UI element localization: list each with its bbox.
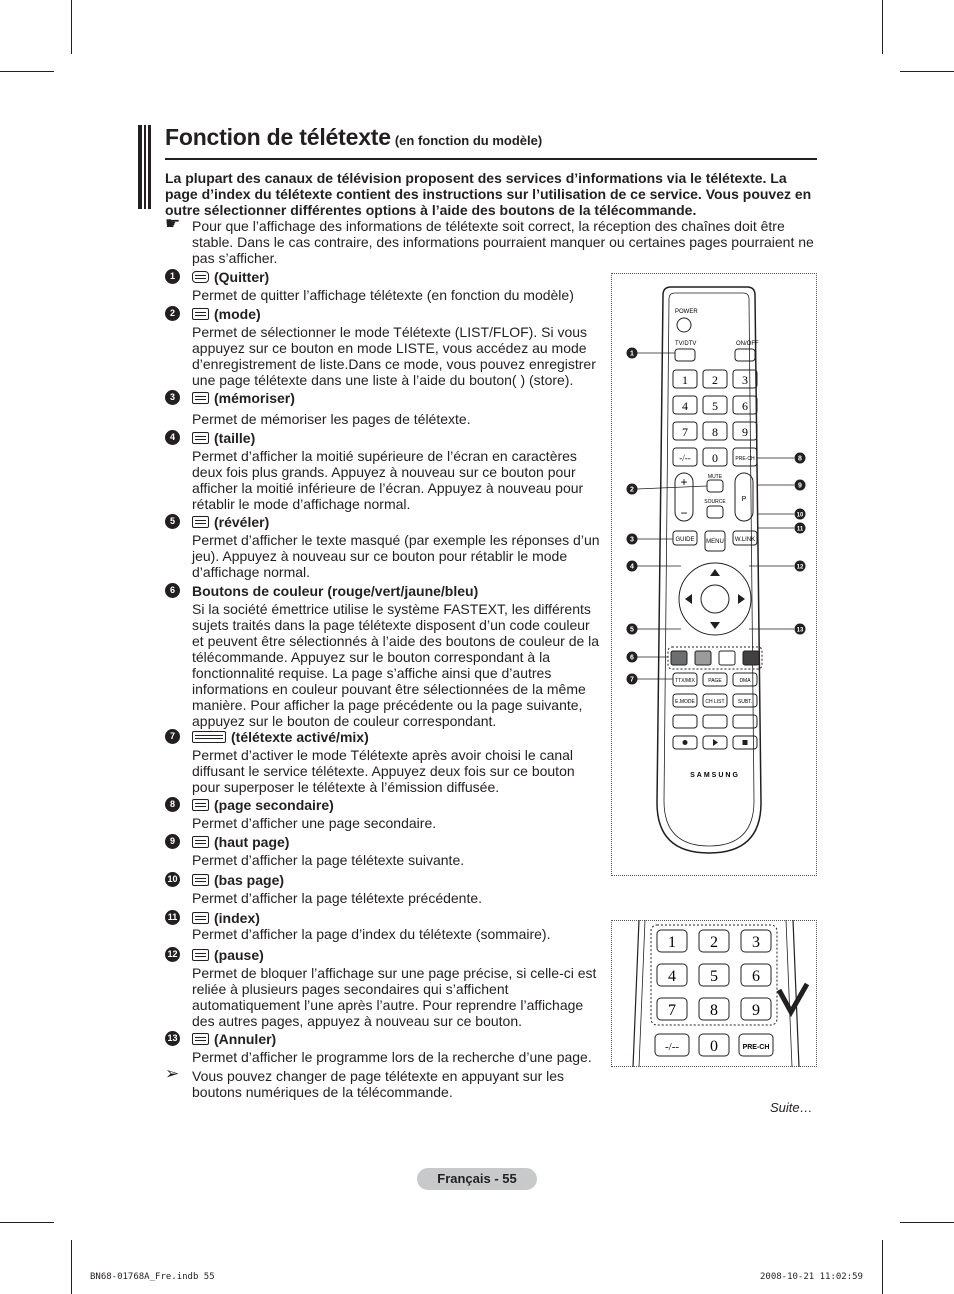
item-label: (mémoriser): [214, 389, 295, 406]
ttx-mix-key: TTX/MIX: [675, 678, 695, 684]
page-down-icon: [192, 874, 209, 886]
item-desc: Permet d’afficher le programme lors de la recherche d’une page.: [192, 1049, 592, 1065]
digit-key: 5: [712, 399, 718, 413]
item-label: (révéler): [214, 513, 270, 530]
item-desc: Si la société émettrice utilise le système FASTEXT, les différents sujets traités dans la page télétexte disposent d’un code couleur et peuvent être sélectionnés à l’aide des boutons de couleur de la télécommande. Appuyez sur le bouton correspondant à la fonctionnalité requise. La page s’affiche ainsi que d’autres informations en couleur pouvant être sélectionnées de la même manière. Pour afficher la page précédente ou la page suivante, appuyez sur le bouton de couleur correspondant.: [192, 601, 600, 729]
digit-key: 2: [712, 373, 718, 387]
crop-mark: [882, 1240, 883, 1294]
section-bar: [144, 125, 146, 209]
samsung-logo: SAMSUNG: [690, 772, 740, 779]
ch-list-key: CH LIST: [705, 699, 725, 705]
digit-key: 6: [742, 399, 748, 413]
remote-body: [657, 287, 761, 853]
digit-key: 2: [710, 934, 718, 951]
title-subtitle: (en fonction du modèle): [394, 133, 543, 148]
menu-key: MENU: [706, 539, 724, 545]
wlink-key: W.LINK: [734, 537, 756, 543]
svg-text:−: −: [680, 506, 688, 520]
list-item: [165, 305, 605, 388]
digit-key: 1: [668, 934, 676, 951]
svg-text:2: 2: [630, 486, 634, 494]
item-label: (bas page): [214, 871, 285, 888]
pre-ch-key: PRE-CH: [735, 456, 755, 462]
reveal-icon: [192, 516, 209, 528]
crop-mark: [0, 1222, 54, 1223]
teletext-mix-icon: [192, 731, 226, 743]
quit-icon: [192, 271, 209, 283]
remote-illustration: [611, 273, 817, 876]
tv-dtv-label: TV/DTV: [675, 341, 697, 347]
svg-text:9: 9: [798, 482, 802, 490]
dma-key: DMA: [739, 678, 751, 684]
crop-mark: [882, 0, 883, 54]
crop-mark: [71, 0, 72, 54]
item-number: 4: [165, 430, 180, 445]
page-title: [165, 124, 542, 151]
digit-key: 9: [752, 1002, 760, 1019]
item-desc: Permet d’afficher le texte masqué (par exemple les réponses d’un jeu). Appuyez à nouveau sur ce bouton pour rétablir le mode d’affichage normal.: [192, 532, 600, 580]
svg-text:3: 3: [630, 536, 634, 544]
digit-key: 4: [668, 968, 676, 985]
list-item: [165, 946, 605, 1029]
section-bar: [148, 125, 151, 209]
list-item: [165, 389, 605, 427]
index-icon: [192, 912, 209, 924]
item-label: Boutons de couleur (rouge/vert/jaune/bleu): [192, 582, 479, 599]
arrow-icon: ➢: [165, 1064, 180, 1083]
list-item: [165, 513, 605, 580]
tip-note: [165, 1064, 605, 1100]
guide-key: GUIDE: [675, 537, 695, 543]
item-label: (page secondaire): [214, 796, 334, 813]
svg-text:+: +: [680, 475, 688, 489]
source-label: SOURCE: [704, 499, 726, 505]
cancel-icon: [192, 1033, 209, 1045]
size-icon: [192, 432, 209, 444]
e-mode-key: E.MODE: [675, 699, 695, 705]
svg-text:5: 5: [630, 626, 634, 634]
svg-text:8: 8: [798, 455, 802, 463]
item-desc: Permet d’afficher la moitié supérieure de l’écran en caractères deux fois plus grands. Appuyez à nouveau sur ce bouton pour afficher la moitié inférieure de l’écran. Appuyez à nouveau pour rétablir le mode d’affichage normal.: [192, 448, 584, 512]
digit-key: 5: [710, 968, 718, 985]
item-desc: Permet d’afficher la page télétexte suivante.: [192, 852, 465, 868]
crop-mark: [0, 71, 54, 72]
subt-key: SUBT.: [737, 699, 753, 705]
item-label: (index): [214, 909, 260, 926]
svg-text:1: 1: [630, 350, 634, 358]
digit-key: 1: [682, 373, 688, 387]
digit-key: 7: [668, 1002, 676, 1019]
item-label: (taille): [214, 429, 256, 446]
dash-key: -/--: [679, 453, 691, 463]
svg-text:6: 6: [630, 654, 634, 662]
note-paragraph: [165, 214, 815, 266]
print-slug: BN68-01768A_Fre.indb 55: [90, 1272, 215, 1282]
item-number: 10: [165, 872, 180, 887]
item-number: 12: [165, 947, 180, 962]
zero-key: 0: [712, 451, 718, 465]
list-item: [165, 429, 605, 512]
list-item: [165, 582, 605, 729]
list-item: [165, 833, 605, 868]
item-number: 8: [165, 797, 180, 812]
page-number-badge: Français - 55: [417, 1168, 537, 1190]
item-desc: Permet d’activer le mode Télétexte après avoir choisi le canal diffusant le service télétexte. Appuyez deux fois sur ce bouton pour superposer le télétexte à l’émission diffusée.: [192, 747, 575, 795]
digit-key: 3: [742, 373, 748, 387]
crop-mark: [900, 1222, 954, 1223]
digit-key: 7: [682, 425, 688, 439]
item-label: (Quitter): [214, 268, 270, 285]
item-desc: Permet de quitter l’affichage télétexte (en fonction du modèle): [192, 287, 574, 303]
pre-ch-key: PRE-CH: [742, 1044, 770, 1051]
svg-text:11: 11: [796, 526, 804, 533]
item-label: (pause): [214, 946, 264, 963]
list-item: [165, 909, 605, 942]
store-icon: [192, 392, 209, 404]
item-label: (Annuler): [214, 1030, 277, 1047]
item-desc: Permet d’afficher la page télétexte précédente.: [192, 890, 483, 906]
list-item: [165, 871, 605, 906]
keypad-illustration: [611, 920, 817, 1067]
channel-label: P: [741, 496, 747, 503]
page-up-icon: [192, 836, 209, 848]
svg-text:10: 10: [796, 512, 804, 519]
svg-text:4: 4: [630, 563, 634, 571]
digit-key: 6: [752, 968, 760, 985]
item-number: 7: [165, 729, 180, 744]
continued-label: Suite…: [770, 1100, 813, 1115]
intro-paragraph: La plupart des canaux de télévision proposent des services d’informations via le télétexte. La page d’index du télétexte contient des instructions sur l’utilisation de ce service. Vous pouvez en outre sélectionner différentes options à l’aide des boutons de la télécommande.: [165, 170, 812, 218]
item-label: (mode): [214, 305, 261, 322]
item-number: 1: [165, 269, 180, 284]
dash-key: -/--: [664, 1041, 680, 1053]
digit-key: 9: [742, 425, 748, 439]
title-main: Fonction de télétexte: [165, 124, 391, 150]
crop-mark: [900, 71, 954, 72]
page-key: PAGE: [708, 678, 722, 684]
digit-key: 3: [752, 934, 760, 951]
item-desc: Permet de sélectionner le mode Télétexte (LIST/FLOF). Si vous appuyez sur ce bouton en mode LISTE, vous accédez au mode d’enregistrement de liste.Dans ce mode, vous pouvez enregistrer une page télétexte dans une liste à l’aide du bouton( ) (store).: [192, 324, 596, 388]
digit-key: 8: [712, 425, 718, 439]
item-number: 11: [165, 910, 180, 925]
sub-page-icon: [192, 799, 209, 811]
svg-text:13: 13: [796, 627, 804, 634]
note-text: Pour que l’affichage des informations de télétexte soit correct, la réception des chaînes doit être stable. Dans le cas contraire, des informations pourraient manquer ou certaines pages pourraient ne pas s’afficher.: [192, 218, 814, 266]
hold-icon: [192, 949, 209, 961]
svg-text:7: 7: [630, 676, 634, 684]
item-desc: Permet de bloquer l’affichage sur une page précise, si celle-ci est reliée à plusieurs pages secondaires qui s’affichent automatiquement l’une après l’autre. Pour reprendre l’affichage des autres pages, appuyez à nouveau sur ce bouton.: [192, 965, 597, 1029]
list-item: [165, 728, 605, 795]
item-number: 6: [165, 583, 180, 598]
tip-text: Vous pouvez changer de page télétexte en appuyant sur les boutons numériques de la télécommande.: [192, 1068, 565, 1100]
svg-text:12: 12: [796, 564, 804, 571]
mute-label: MUTE: [707, 474, 723, 480]
list-item: [165, 268, 605, 303]
item-number: 13: [165, 1031, 180, 1046]
item-number: 3: [165, 390, 180, 405]
item-desc: Permet d’afficher la page d’index du télétexte (sommaire).: [192, 926, 551, 942]
title-rule: [165, 158, 817, 160]
item-number: 2: [165, 306, 180, 321]
crop-mark: [71, 1240, 72, 1294]
mode-icon: [192, 308, 209, 320]
list-item: [165, 1030, 605, 1065]
item-number: 9: [165, 834, 180, 849]
item-label: (télétexte activé/mix): [231, 728, 369, 745]
list-item: [165, 796, 605, 831]
zero-key: 0: [710, 1038, 718, 1055]
pointing-hand-icon: ☛: [165, 214, 181, 233]
item-desc: Permet de mémoriser les pages de télétexte.: [192, 411, 471, 427]
item-number: 5: [165, 514, 180, 529]
power-label: POWER: [675, 309, 698, 315]
section-bar: [138, 125, 142, 209]
print-timestamp: 2008-10-21 11:02:59: [760, 1272, 863, 1282]
item-label: (haut page): [214, 833, 290, 850]
digit-key: 8: [710, 1002, 718, 1019]
on-off-label: ON/OFF: [736, 341, 759, 347]
item-desc: Permet d’afficher une page secondaire.: [192, 815, 437, 831]
digit-key: 4: [682, 399, 688, 413]
